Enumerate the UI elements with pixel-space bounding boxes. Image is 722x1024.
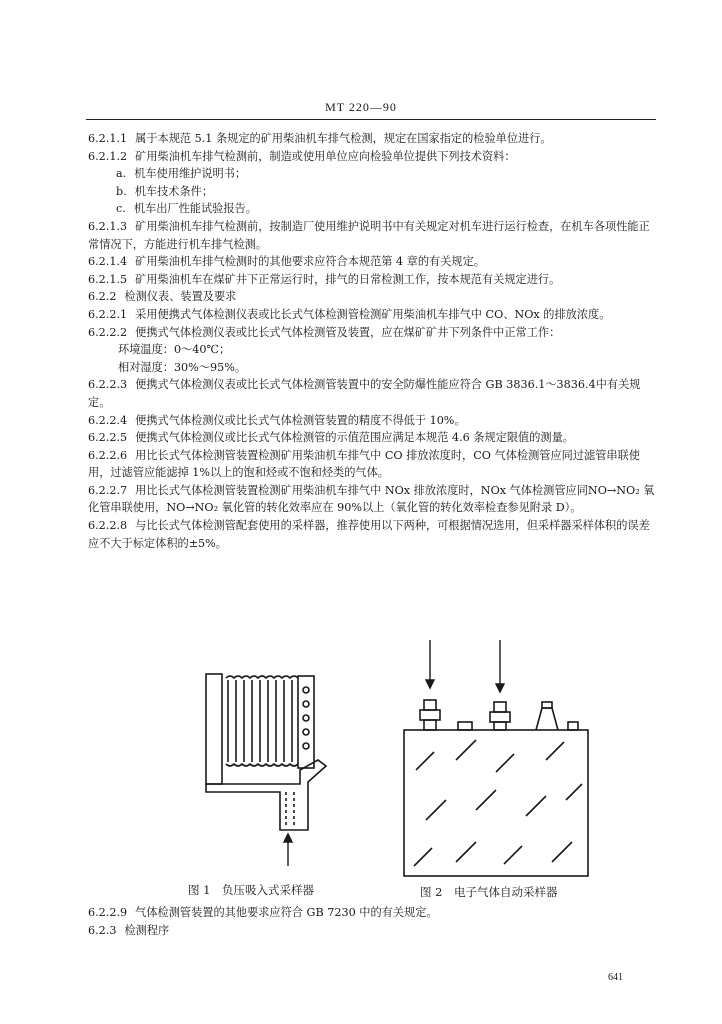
clause-number: 6.2.1.3 [88, 219, 128, 233]
clause-text: 便携式气体检测仪表或比长式气体检测管及装置，应在煤矿矿井下列条件中正常工作： [135, 325, 561, 339]
list-item-a [88, 165, 656, 183]
clause-6-2-2-6 [88, 447, 656, 482]
clause-number: 6.2.2.7 [88, 483, 128, 497]
clause-text: 矿用柴油机车在煤矿井下正常运行时，排气的日常检测工作，按本规范有关规定进行。 [135, 272, 561, 286]
clause-text: 属于本规范 5.1 条规定的矿用柴油机车排气检测，规定在国家指定的检验单位进行。 [135, 132, 552, 145]
list-marker: a. [116, 167, 127, 181]
clause-text: 用比长式气体检测管装置检测矿用柴油机车排气中 CO 排放浓度时，CO 气体检测管应同过滤管串联使用，过滤管应能滤掉 1%以上的饱和烃或不饱和烃类的气体。 [88, 448, 640, 480]
clause-6-2-2-7 [88, 482, 656, 517]
clause-number: 6.2.1.2 [88, 149, 128, 163]
list-item-b [88, 183, 656, 201]
clause-6-2-2-1 [88, 306, 656, 324]
clause-6-2-2-4 [88, 412, 656, 430]
clause-text: 矿用柴油机车排气检测前，按制造厂使用维护说明书中有关规定对机车进行运行检查，在机车各项性能正常情况下，方能进行机车排气检测。 [88, 219, 650, 251]
clause-text: 采用便携式气体检测仪表或比长式气体检测管检测矿用柴油机车排气中 CO、NOx 的排放浓度。 [135, 307, 611, 321]
header-standard-code: MT 220—90 [325, 100, 397, 114]
clause-number: 6.2.2 [88, 290, 117, 304]
list-text: 机车出厂性能试验报告。 [133, 202, 257, 216]
clause-text: 矿用柴油机车排气检测时的其他要求应符合本规范第 4 章的有关规定。 [135, 255, 485, 269]
clause-6-2-2-2 [88, 324, 656, 342]
page-number: 641 [608, 972, 623, 983]
fig2-caption: 图 2 电子气体自动采样器 [420, 885, 558, 899]
clause-6-2-2-9 [88, 904, 656, 922]
clause-6-2-1-1 [88, 130, 656, 148]
clause-text: 检测仪表、装置及要求 [124, 290, 237, 304]
clause-text: 与比长式气体检测管配套使用的采样器，推荐使用以下两种，可根据情况选用，但采样器采样体积的误差应不大于标定体积的±5%。 [88, 519, 650, 550]
body-text-after-figures [88, 904, 656, 940]
list-text: 机车使用维护说明书； [134, 167, 247, 181]
clause-6-2-2-3 [88, 376, 656, 411]
clause-number: 6.2.2.4 [88, 413, 128, 427]
section-heading-6-2-3 [88, 922, 656, 940]
clause-number: 6.2.2.5 [88, 431, 128, 445]
figures-area [0, 634, 722, 904]
clause-text: 便携式气体检测仪或比长式气体检测管的示值范围应满足本规范 4.6 条规定限值的测量。 [135, 431, 574, 445]
clause-number: 6.2.2.6 [88, 448, 128, 462]
fig1-caption: 图 1 负压吸入式采样器 [188, 883, 314, 897]
clause-text: 检测程序 [124, 924, 170, 937]
clause-number: 6.2.1.5 [88, 272, 128, 286]
condition-temperature [88, 341, 656, 359]
clause-text: 气体检测管装置的其他要求应符合 GB 7230 中的有关规定。 [135, 906, 438, 919]
clause-text: 矿用柴油机车排气检测前，制造或使用单位应向检验单位提供下列技术资料： [135, 149, 516, 163]
clause-6-2-2-5 [88, 429, 656, 447]
clause-number: 6.2.2.3 [88, 378, 128, 392]
clause-number: 6.2.1.4 [88, 255, 128, 269]
clause-number: 6.2.2.1 [88, 307, 128, 321]
list-item-c [88, 200, 656, 218]
clause-6-2-1-5 [88, 271, 656, 289]
body-text [88, 130, 656, 552]
clause-text: 便携式气体检测仪或比长式气体检测管装置的精度不得低于 10%。 [135, 413, 466, 427]
clause-text: 用比长式气体检测管装置检测矿用柴油机车排气中 NOx 排放浓度时，NOx 气体检测管应同NO→NO₂ 氧化管串联使用，NO→NO₂ 氧化管的转化效率应在 90%以上（氧化管的转化效率检查参见附录 D）。 [88, 483, 655, 515]
list-marker: b. [116, 184, 127, 198]
clause-6-2-1-2 [88, 148, 656, 166]
condition-humidity [88, 359, 656, 377]
list-text: 机车技术条件； [134, 184, 214, 198]
clause-number: 6.2.2.8 [88, 519, 128, 533]
condition-text: 相对湿度：30%～95%。 [118, 360, 247, 374]
clause-number: 6.2.2.9 [88, 906, 128, 919]
clause-text: 便携式气体检测仪表或比长式气体检测管装置中的安全防爆性能应符合 GB 3836.1～3836.4中有关规定。 [88, 378, 641, 409]
fig1-bellows-sampler-drawing [200, 670, 340, 870]
clause-6-2-1-3 [88, 218, 656, 253]
clause-number: 6.2.1.1 [88, 132, 128, 145]
list-marker: c. [116, 202, 126, 216]
clause-number: 6.2.3 [88, 924, 117, 937]
section-heading-6-2-2 [88, 288, 656, 306]
condition-text: 环境温度：0～40℃； [118, 343, 231, 357]
fig2-electronic-sampler-drawing [396, 640, 596, 880]
clause-6-2-1-4 [88, 253, 656, 271]
clause-6-2-2-8 [88, 517, 656, 552]
clause-number: 6.2.2.2 [88, 325, 128, 339]
header-rule [86, 119, 656, 120]
